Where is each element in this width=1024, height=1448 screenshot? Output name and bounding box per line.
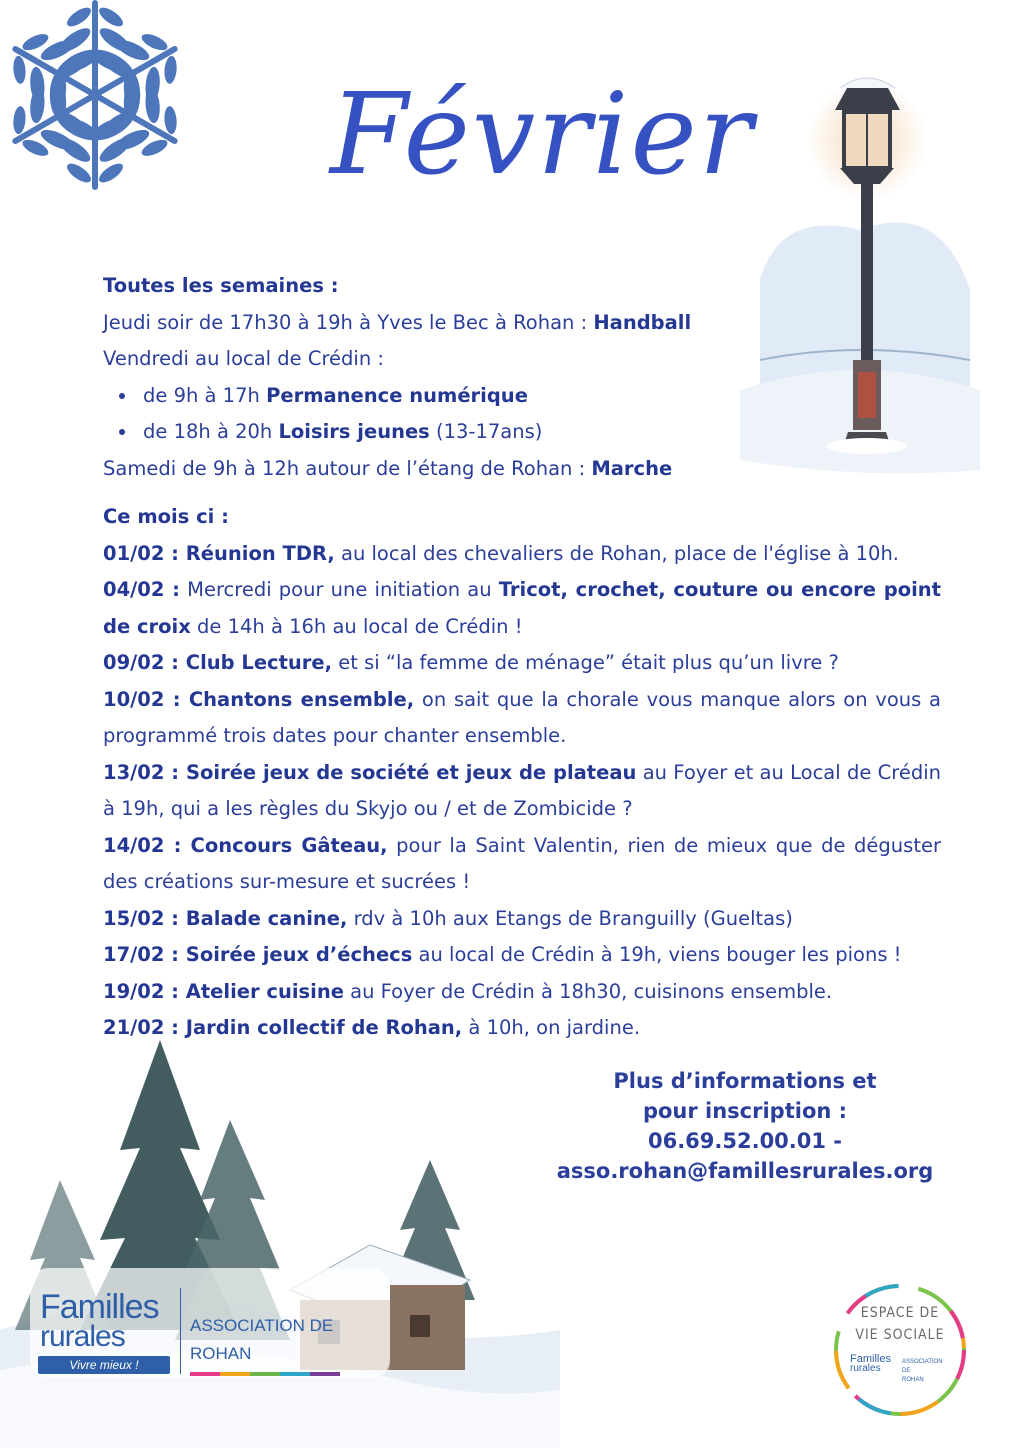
event-bold: 10/02 : Chantons ensemble, — [103, 687, 415, 711]
logo-separator — [180, 1288, 181, 1374]
event-item — [103, 645, 941, 682]
event-item — [103, 572, 941, 645]
familles-rurales-logo — [30, 1268, 390, 1378]
contact-email[interactable]: asso.rohan@famillesrurales.org — [556, 1159, 934, 1183]
friday-list — [103, 378, 941, 451]
event-bold: 14/02 : Concours Gâteau, — [103, 833, 388, 857]
event-bold: 09/02 : Club Lecture, — [103, 651, 333, 674]
event-text: au local des chevaliers de Rohan, place de l'église à 10h. — [334, 541, 899, 565]
event-bold: 01/02 : Réunion TDR, — [103, 541, 335, 565]
contact-block — [530, 1066, 960, 1186]
bullet2-after: (13-17ans) — [429, 420, 543, 443]
event-bold: 17/02 : Soirée jeux d’échecs — [103, 943, 413, 966]
event-text: à 10h, on jardine. — [462, 1016, 641, 1039]
logo-assoc-line-2: ROHAN — [190, 1344, 252, 1363]
weekly-line-saturday-text: Samedi de 9h à 12h autour de l’étang de Rohan : — [103, 456, 592, 480]
event-item — [103, 901, 941, 938]
badge-assoc-line-1: ASSOCIATION DE — [902, 1359, 943, 1374]
logo-tagline: Vivre mieux ! — [38, 1356, 170, 1374]
event-item — [103, 536, 941, 573]
weekly-heading: Toutes les semaines : — [103, 274, 339, 297]
event-text: rdv à 10h aux Etangs de Branguilly (Gueltas) — [347, 906, 793, 930]
event-text: au local de Crédin à 19h, viens bouger les pions ! — [412, 943, 902, 966]
weekly-line-saturday — [103, 451, 941, 488]
logo-association-name — [190, 1312, 370, 1368]
bullet1-activity: Permanence numérique — [266, 383, 528, 407]
event-item — [103, 755, 941, 828]
event-item — [103, 974, 941, 1011]
logo-rurales-text: rurales — [40, 1320, 125, 1353]
month-heading: Ce mois ci : — [103, 505, 229, 528]
event-bold-2: Tricot, crochet, couture ou encore point de croix — [103, 578, 941, 638]
main-content — [103, 268, 941, 1047]
event-item — [103, 828, 941, 901]
month-section — [103, 499, 941, 1047]
espace-vie-sociale-badge — [830, 1280, 970, 1420]
bullet1-text: de 9h à 17h — [143, 383, 267, 407]
badge-title-line-2: VIE SOCIALE — [855, 1327, 945, 1343]
event-text: au Foyer de Crédin à 18h30, cuisinons ensemble. — [343, 979, 833, 1003]
page-title: Février — [330, 70, 755, 200]
event-bold: 04/02 : — [103, 578, 180, 601]
winter-cabin-illustration — [0, 1030, 560, 1448]
logo-assoc-line-1: ASSOCIATION DE — [190, 1316, 334, 1335]
snowflake-illustration — [0, 0, 240, 250]
weekly-line-thursday-text: Jeudi soir de 17h30 à 19h à Yves le Bec à Rohan : — [103, 310, 594, 334]
event-text: on sait que la chorale vous manque alors on vous a programmé trois dates pour chanter ensemble. — [103, 687, 941, 747]
weekly-section — [103, 268, 941, 487]
weekly-line-thursday-activity: Handball — [593, 310, 692, 334]
event-item — [103, 937, 941, 974]
badge-assoc-line-2: ROHAN — [902, 1377, 924, 1383]
badge-title-line-1: ESPACE DE — [860, 1305, 940, 1321]
badge-title — [830, 1302, 970, 1346]
event-bold: 15/02 : Balade canine, — [103, 906, 348, 930]
logo-familles-text: Familles — [40, 1288, 159, 1326]
bullet2-activity: Loisirs jeunes — [278, 420, 430, 443]
badge-association-text — [902, 1358, 952, 1385]
event-text: pour la Saint Valentin, rien de mieux que de déguster des créations sur-mesure et sucrées ! — [103, 833, 941, 893]
contact-line-1: Plus d’informations et — [613, 1069, 877, 1093]
contact-phone[interactable]: 06.69.52.00.01 - — [647, 1129, 843, 1153]
badge-rurales-text: rurales — [850, 1363, 881, 1374]
weekly-line-friday: Vendredi au local de Crédin : — [103, 347, 384, 370]
badge-ring-icon — [830, 1280, 970, 1420]
weekly-line-saturday-activity: Marche — [591, 456, 673, 480]
event-item — [103, 682, 941, 755]
event-text: et si “la femme de ménage” était plus qu’un livre ? — [332, 651, 839, 674]
event-bold: 19/02 : Atelier cuisine — [103, 979, 344, 1003]
logo-color-bars — [190, 1372, 340, 1376]
list-item — [143, 378, 941, 415]
badge-familles-text: Familles — [850, 1353, 891, 1365]
event-bold: 13/02 : Soirée jeux de société et jeux de plateau — [103, 760, 637, 784]
weekly-line-thursday — [103, 305, 941, 342]
event-bold: 21/02 : Jardin collectif de Rohan, — [103, 1016, 463, 1039]
event-text: au Foyer et au Local de Crédin à 19h, qui a les règles du Skyjo ou / et de Zombicide ? — [103, 760, 941, 820]
event-text: Mercredi pour une initiation au — [179, 578, 499, 601]
event-text-2: de 14h à 16h au local de Crédin ! — [190, 614, 523, 638]
contact-line-2: pour inscription : — [642, 1099, 848, 1123]
list-item — [143, 414, 941, 451]
bullet2-text: de 18h à 20h — [143, 420, 279, 443]
